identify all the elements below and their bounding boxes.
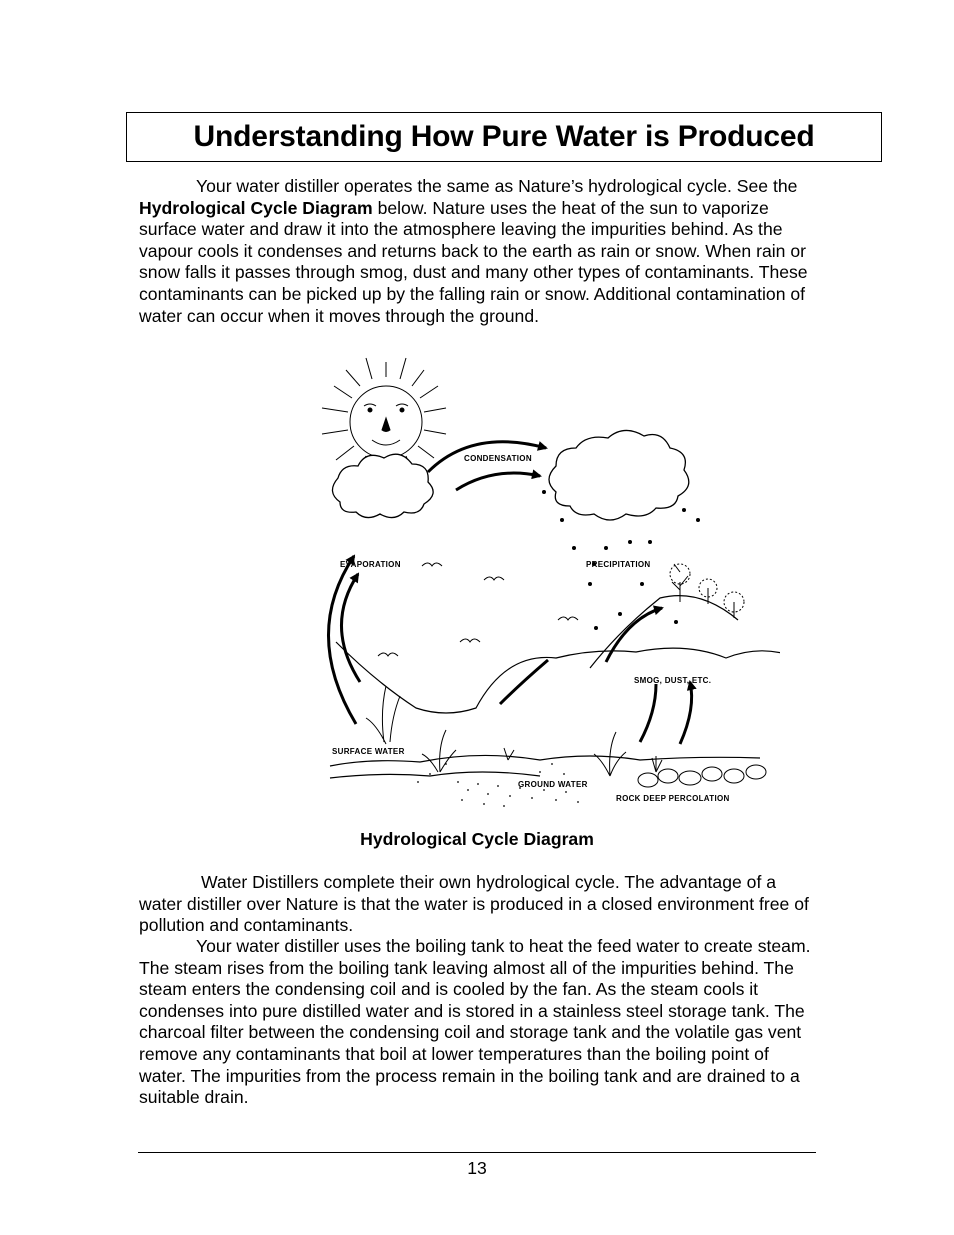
diagram-caption: Hydrological Cycle Diagram [360,829,594,849]
evaporation-arrows [328,556,360,724]
reeds-icon [366,686,662,776]
birds-icon [378,563,578,656]
condensation-arrows [428,442,546,490]
page-number: 13 [467,1158,487,1178]
trees-icon [670,564,744,618]
cloud-left-icon [332,454,433,517]
label-ground-water: GROUND WATER [518,780,588,789]
intro-paragraph [139,176,819,327]
process-paragraph [139,936,819,1109]
footer-rule [138,1152,816,1153]
intro-bold-text: Hydrological Cycle Diagram [139,197,373,218]
intro-text-1: Your water distiller operates the same as Nature’s hydrological cycle. See the [196,176,798,196]
label-rock-deep-percolation: ROCK DEEP PERCOLATION [616,794,730,803]
distiller-paragraph [139,872,819,937]
label-condensation: CONDENSATION [464,454,532,463]
title-box [126,112,882,162]
rocks-icon [638,765,766,787]
distiller-text: Water Distillers complete their own hydrological cycle. The advantage of a water distiller over Nature is that the water is produced in a closed environment free of pollution and contaminants. [139,872,809,936]
label-smog: SMOG, DUST, ETC. [634,676,712,685]
label-evaporation: EVAPORATION [340,560,401,569]
process-text: Your water distiller uses the boiling tank to heat the feed water to create steam. The steam rises from the boiling tank leaving almost all of the impurities behind. The steam enters the condensing coil and is cooled by the fan. As the steam cools it condenses into pure distilled water and is stored in a stainless steel storage tank. The charcoal filter between the condensing coil and storage tank and the volatile gas vent remove any contaminants that boil at lower temperatures than the boiling point of water. The impurities from the process remain in the boiling tank and are drained to a suitable drain. [139,936,811,1108]
page-title: Understanding How Pure Water is Produced [193,120,815,153]
hydrological-cycle-diagram [300,352,780,814]
intro-text-2: below. Nature uses the heat of the sun to vaporize surface water and draw it into the atmosphere leaving the impurities behind. As the vapour cools it condenses and returns back to the earth as rain or snow. When rain or snow falls it passes through smog, dust and many other types of contaminants. These contaminants can be picked up by the falling rain or snow. Additional contamination of water can occur when it moves through the ground. [139,197,808,326]
label-precipitation: PRECIPITATION [586,560,651,569]
cloud-right-icon [549,430,689,520]
label-surface-water: SURFACE WATER [332,747,405,756]
